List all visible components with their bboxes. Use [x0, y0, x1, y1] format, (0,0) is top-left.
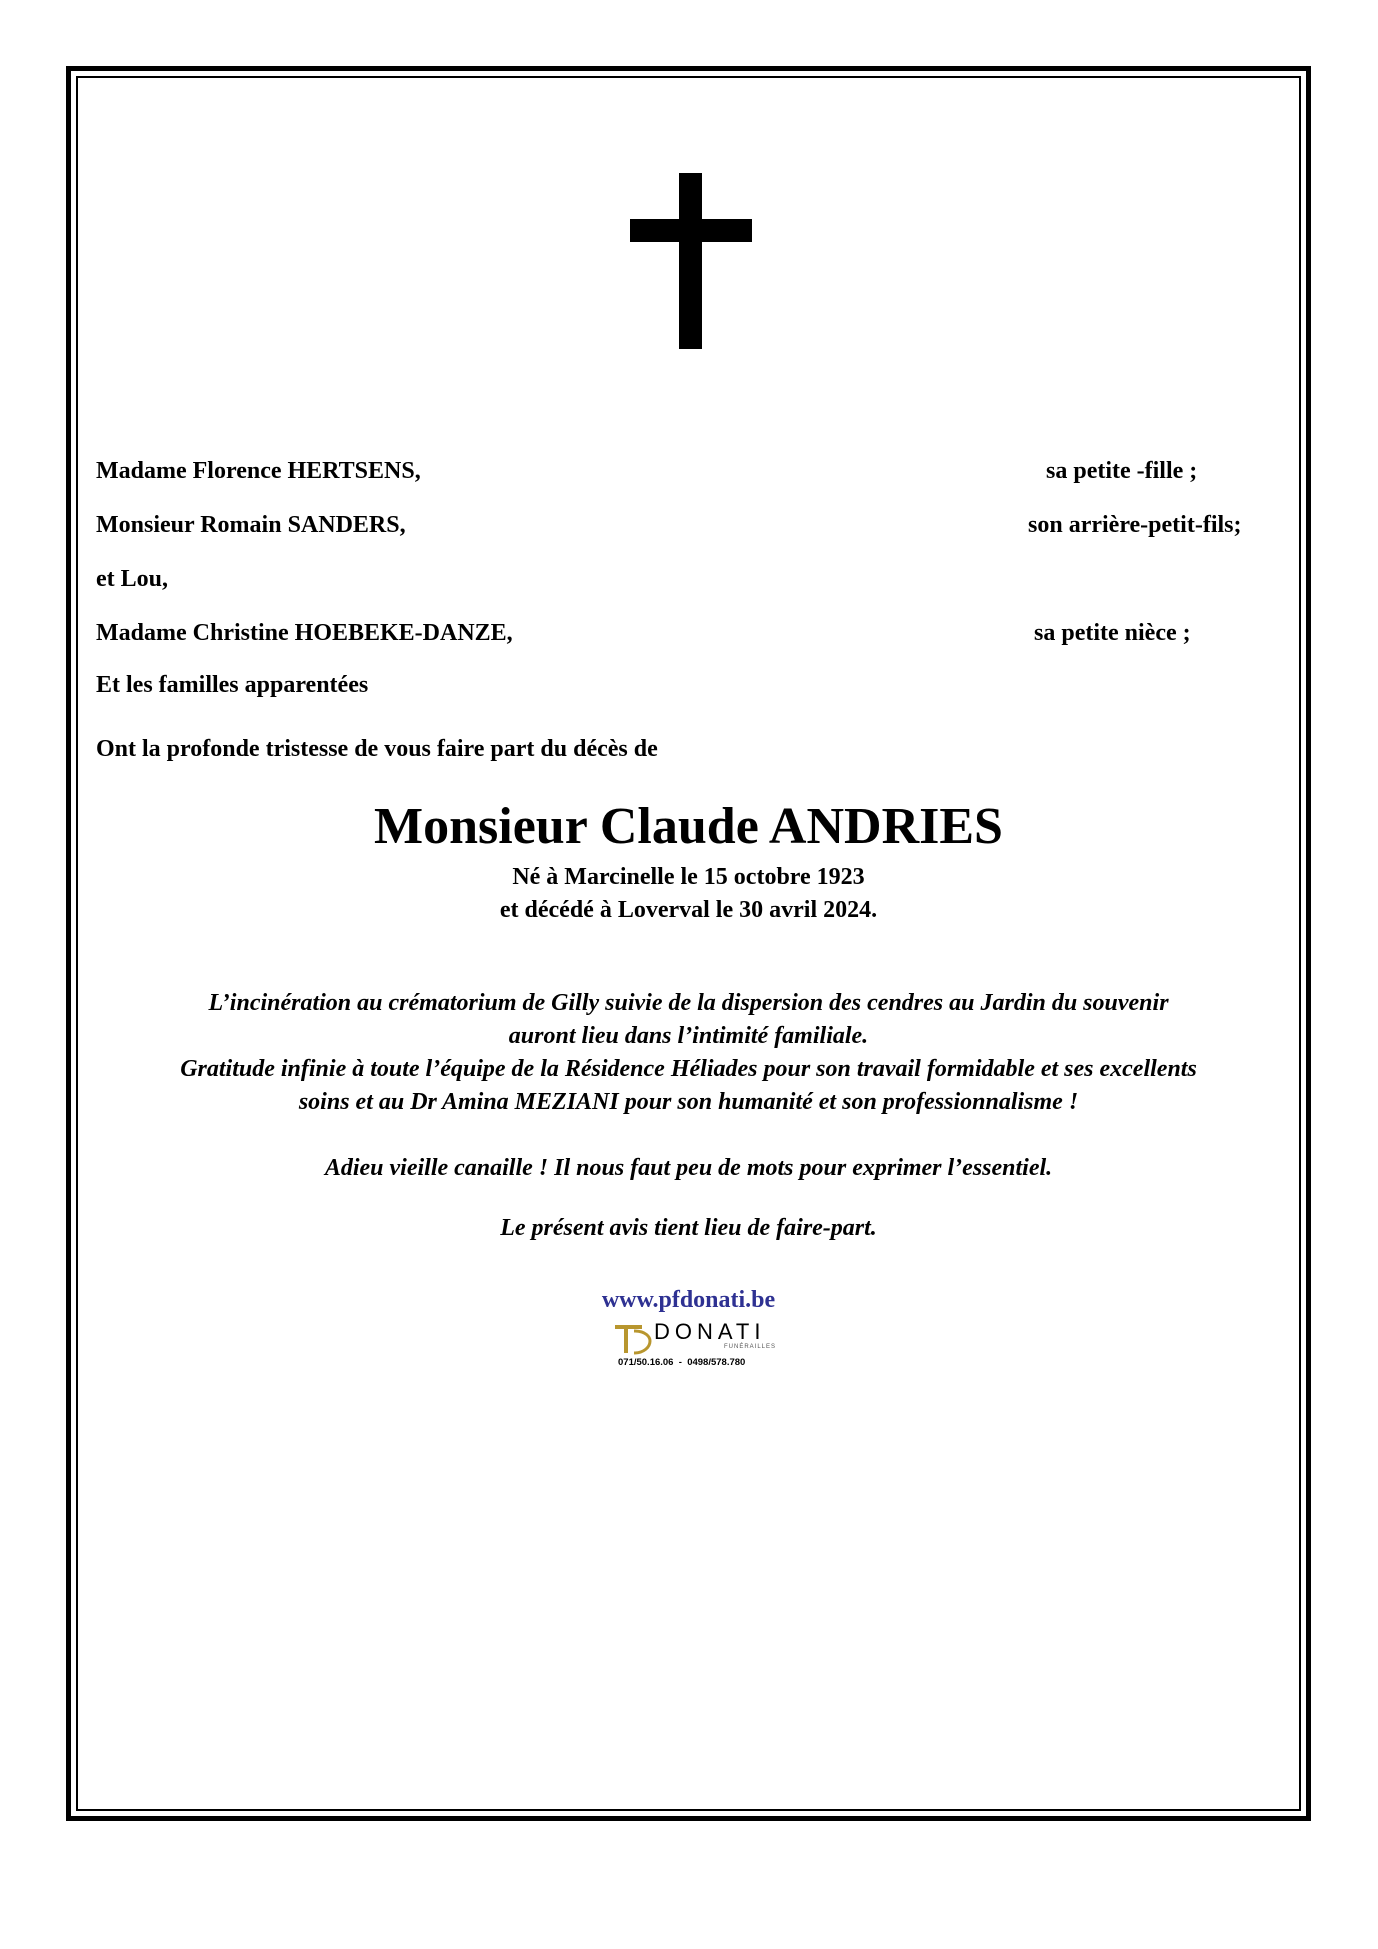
family-member-name: Monsieur Romain SANDERS,: [96, 512, 406, 538]
cross-icon: [630, 173, 752, 349]
notice-text: Le présent avis tient lieu de faire-part.: [500, 1215, 877, 1241]
family-member-name: Et les familles apparentées: [96, 672, 369, 698]
family-member-name: et Lou,: [96, 566, 168, 592]
donati-subtitle: FUNÉRAILLES: [724, 1344, 777, 1350]
funeral-home-website: www.pfdonati.be: [601, 1287, 776, 1313]
donati-logo: [608, 1319, 778, 1375]
family-member-name: Madame Christine HOEBEKE-DANZE,: [96, 620, 513, 646]
death-line: et décédé à Loverval le 30 avril 2024.: [499, 897, 878, 923]
family-member-name: Madame Florence HERTSENS,: [96, 458, 421, 484]
family-member-relation: sa petite nièce ;: [1034, 620, 1191, 646]
donati-phones: 071/50.16.06 - 0498/578.780: [618, 1357, 746, 1368]
family-member-relation: sa petite -fille ;: [1046, 458, 1198, 484]
gratitude-text: soins et au Dr Amina MEZIANI pour son humanité et son professionnalisme !: [298, 1089, 1079, 1115]
gratitude-text: Gratitude infinie à toute l’équipe de la Résidence Héliades pour son travail formidable et ses excellents: [180, 1056, 1197, 1082]
donati-monogram-icon: [612, 1321, 652, 1355]
ceremony-text: L’incinération au crématorium de Gilly suivie de la dispersion des cendres au Jardin du souvenir: [208, 990, 1169, 1016]
deceased-name: Monsieur Claude ANDRIES: [374, 798, 1003, 855]
family-member-relation: son arrière-petit-fils;: [1028, 512, 1242, 538]
birth-line: Né à Marcinelle le 15 octobre 1923: [512, 864, 865, 890]
announcement-text: Ont la profonde tristesse de vous faire part du décès de: [96, 736, 658, 762]
donati-brand: DONATI: [654, 1319, 766, 1344]
ceremony-text: auront lieu dans l’intimité familiale.: [508, 1023, 869, 1049]
farewell-text: Adieu vieille canaille ! Il nous faut peu de mots pour exprimer l’essentiel.: [324, 1155, 1053, 1181]
